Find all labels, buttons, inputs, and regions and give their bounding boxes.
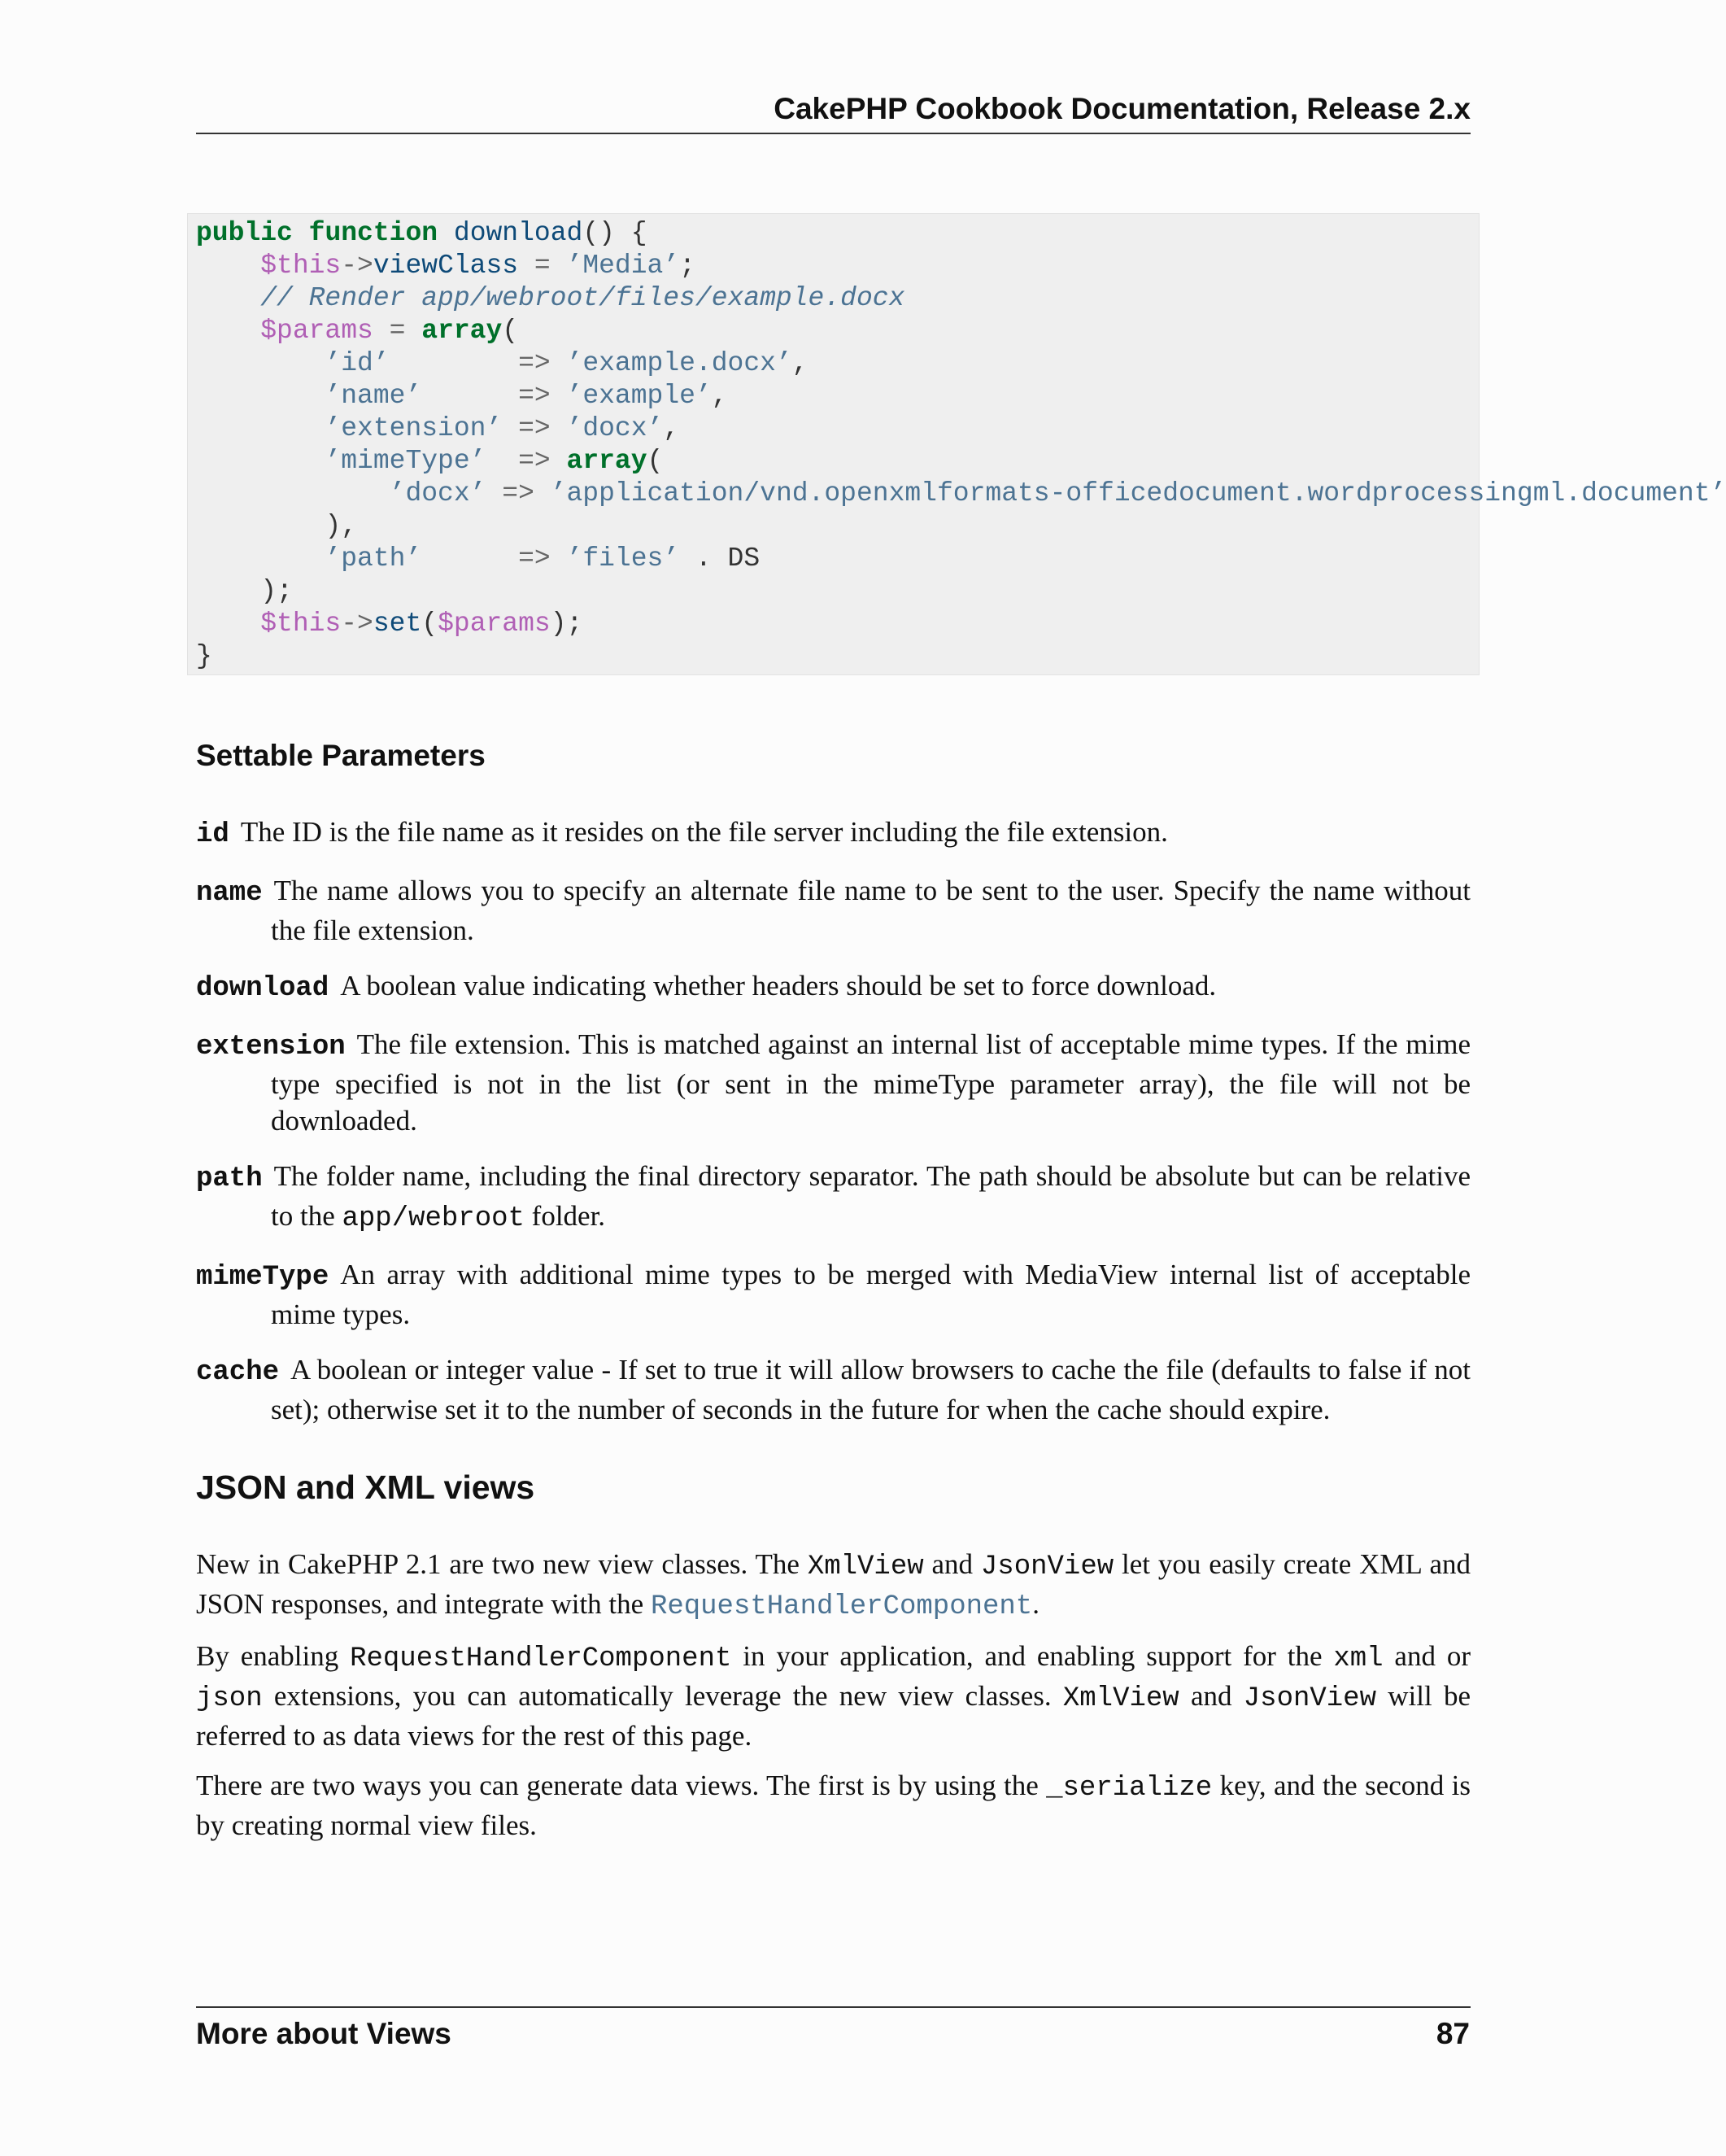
paragraph-intro (196, 1546, 1471, 1626)
param-term: cache (196, 1357, 280, 1388)
param-desc: An array with additional mime types to be merged with MediaView internal list of acceptable mime types. (271, 1259, 1471, 1330)
code-token: , (663, 413, 680, 443)
code-token: ), (325, 511, 358, 541)
code-token: set (373, 609, 422, 639)
page-number: 87 (1436, 2017, 1470, 2050)
param-cache (196, 1351, 1471, 1428)
paragraph-enabling (196, 1638, 1471, 1754)
code-token (196, 413, 325, 443)
running-header: CakePHP Cookbook Documentation, Release 2.x (774, 92, 1471, 125)
footer-section-title: More about Views (196, 2017, 451, 2050)
inline-code: _serialize (1046, 1773, 1213, 1804)
inline-code: RequestHandlerComponent (350, 1643, 732, 1674)
code-token (551, 381, 567, 411)
footer-rule (196, 2006, 1471, 2008)
param-name (196, 872, 1471, 949)
code-token: ’application/vnd.openxmlformats-officedocument.wordprocessingml.document’ (550, 478, 1726, 508)
inline-code: XmlView (807, 1552, 924, 1582)
param-desc: The folder name, including the final directory separator. The path should be absolute but can be relative to the (271, 1160, 1471, 1232)
code-token: , (711, 381, 728, 411)
code-token (196, 446, 325, 476)
param-term: extension (196, 1032, 346, 1063)
text: There are two ways you can generate data views. The first is by using the (196, 1770, 1047, 1801)
code-token: => (518, 381, 551, 411)
param-term: id (196, 819, 229, 850)
text: key, and the second is by creating normal view files. (196, 1770, 1471, 1841)
code-token: ’path’ (325, 543, 422, 574)
param-desc: The file extension. This is matched against an internal list of acceptable mime types. If the mime type specified is not in the list (or sent in the mimeType parameter array), the file will not be downloaded. (271, 1028, 1471, 1137)
text: and or (1383, 1640, 1471, 1672)
code-token: ( (502, 316, 519, 346)
code-token (196, 478, 390, 508)
code-listing (196, 217, 1726, 673)
inline-code: JsonView (1243, 1683, 1376, 1714)
param-term: name (196, 878, 263, 909)
code-token: $params (438, 609, 551, 639)
code-token (196, 576, 260, 606)
code-token: = (518, 251, 567, 281)
text: and (923, 1548, 981, 1580)
param-extension (196, 1026, 1471, 1139)
code-token: { (614, 218, 647, 248)
code-token: viewClass (373, 251, 519, 281)
code-token (486, 446, 518, 476)
code-token: } (196, 641, 212, 671)
code-token: $this (260, 609, 342, 639)
code-token: ’extension’ (325, 413, 503, 443)
code-token (196, 609, 260, 639)
code-token (551, 543, 567, 574)
header-rule (196, 133, 1471, 134)
code-token (293, 218, 309, 248)
code-token: ’example.docx’ (566, 348, 792, 378)
code-token: // Render app/webroot/files/example.docx (260, 283, 905, 313)
param-desc: The name allows you to specify an alternate file name to be sent to the user. Specify the name without the file extension. (271, 875, 1471, 946)
param-desc: The ID is the file name as it resides on the file server including the file extension. (240, 816, 1168, 848)
code-token: -> (341, 251, 373, 281)
code-token: -> (341, 609, 373, 639)
code-token: ’id’ (325, 348, 390, 378)
text: and (1179, 1680, 1244, 1712)
code-token (196, 316, 260, 346)
code-line (196, 251, 695, 281)
code-token: array (421, 316, 503, 346)
code-token: => (518, 348, 551, 378)
param-term: path (196, 1163, 263, 1194)
param-term: mimeType (196, 1262, 329, 1293)
code-token: $params (260, 316, 373, 346)
code-token: => (518, 413, 551, 443)
code-token: array (566, 446, 647, 476)
code-token (196, 381, 325, 411)
code-token: $this (260, 251, 342, 281)
code-token (421, 543, 518, 574)
code-token: ’files’ (566, 543, 680, 574)
inline-code: xml (1333, 1643, 1384, 1674)
section-heading-json-xml-views: JSON and XML views (196, 1469, 535, 1506)
code-token: => (502, 478, 534, 508)
code-token (390, 348, 518, 378)
text: By enabling (196, 1640, 351, 1672)
code-token: ’name’ (325, 381, 422, 411)
code-token: = (373, 316, 422, 346)
code-line (196, 641, 212, 671)
code-token: function (308, 218, 438, 248)
code-token (502, 413, 518, 443)
inline-code: json (196, 1683, 263, 1714)
code-line (196, 478, 1726, 508)
section-heading-settable-parameters: Settable Parameters (196, 739, 486, 772)
param-path (196, 1158, 1471, 1237)
code-token (196, 543, 325, 574)
code-token (196, 283, 260, 313)
inline-code: XmlView (1062, 1683, 1179, 1714)
code-token (196, 348, 325, 378)
param-mimetype (196, 1256, 1471, 1333)
code-line (196, 348, 809, 378)
text: extensions, you can automatically leverage the new view classes. (262, 1680, 1063, 1712)
requesthandlercomponent-link[interactable]: RequestHandlerComponent (650, 1591, 1033, 1622)
code-line (196, 543, 760, 574)
param-term: download (196, 973, 329, 1004)
code-line (196, 413, 679, 443)
code-token: , (791, 348, 809, 378)
text: let you easily create XML and JSON responses, and integrate with the (196, 1548, 1471, 1620)
code-token: ( (421, 609, 438, 639)
code-token (486, 478, 502, 508)
param-desc: A boolean or integer value - If set to true it will allow browsers to cache the file (defaults to false if not set); otherwise set it to the number of seconds in the future for when the cache should expire. (271, 1354, 1471, 1425)
param-id (196, 814, 1471, 853)
code-token (551, 413, 567, 443)
code-token: . DS (679, 543, 761, 574)
code-token: ; (679, 251, 695, 281)
inline-code: JsonView (980, 1552, 1114, 1582)
code-token (534, 478, 551, 508)
paragraph-two-ways (196, 1767, 1471, 1844)
param-desc: A boolean value indicating whether headers should be set to force download. (340, 970, 1217, 1002)
code-token: ’docx’ (566, 413, 664, 443)
text: in your application, and enabling support for the (731, 1640, 1334, 1672)
code-line (196, 446, 663, 476)
param-download (196, 967, 1471, 1007)
code-line (196, 283, 904, 313)
code-token: ’docx’ (389, 478, 486, 508)
code-token: ); (550, 609, 583, 639)
text: will be referred to as data views for the rest of this page. (196, 1680, 1471, 1752)
code-token (421, 381, 518, 411)
text: New in CakePHP 2.1 are two new view classes. The (196, 1548, 808, 1580)
code-line (196, 609, 582, 639)
code-token: download (453, 218, 583, 248)
code-token (438, 218, 454, 248)
code-token: public (196, 218, 293, 248)
code-line (196, 218, 647, 248)
code-token: => (518, 543, 551, 574)
code-token: ’example’ (566, 381, 712, 411)
code-line (196, 511, 357, 541)
text: . (1032, 1588, 1040, 1620)
code-token (551, 446, 567, 476)
code-token: ); (260, 576, 293, 606)
code-token: () (582, 218, 615, 248)
code-token (196, 251, 260, 281)
parameter-definition-list (196, 814, 1471, 1447)
code-token: => (518, 446, 551, 476)
code-block (187, 213, 1726, 675)
code-token (551, 348, 567, 378)
param-desc-tail: folder. (524, 1200, 606, 1232)
inline-code: app/webroot (342, 1203, 525, 1234)
code-token (196, 511, 325, 541)
code-token: ’Media’ (566, 251, 680, 281)
code-token: ( (647, 446, 664, 476)
code-line (196, 316, 518, 346)
code-line (196, 381, 728, 411)
code-token: ’mimeType’ (325, 446, 486, 476)
code-line (196, 576, 293, 606)
